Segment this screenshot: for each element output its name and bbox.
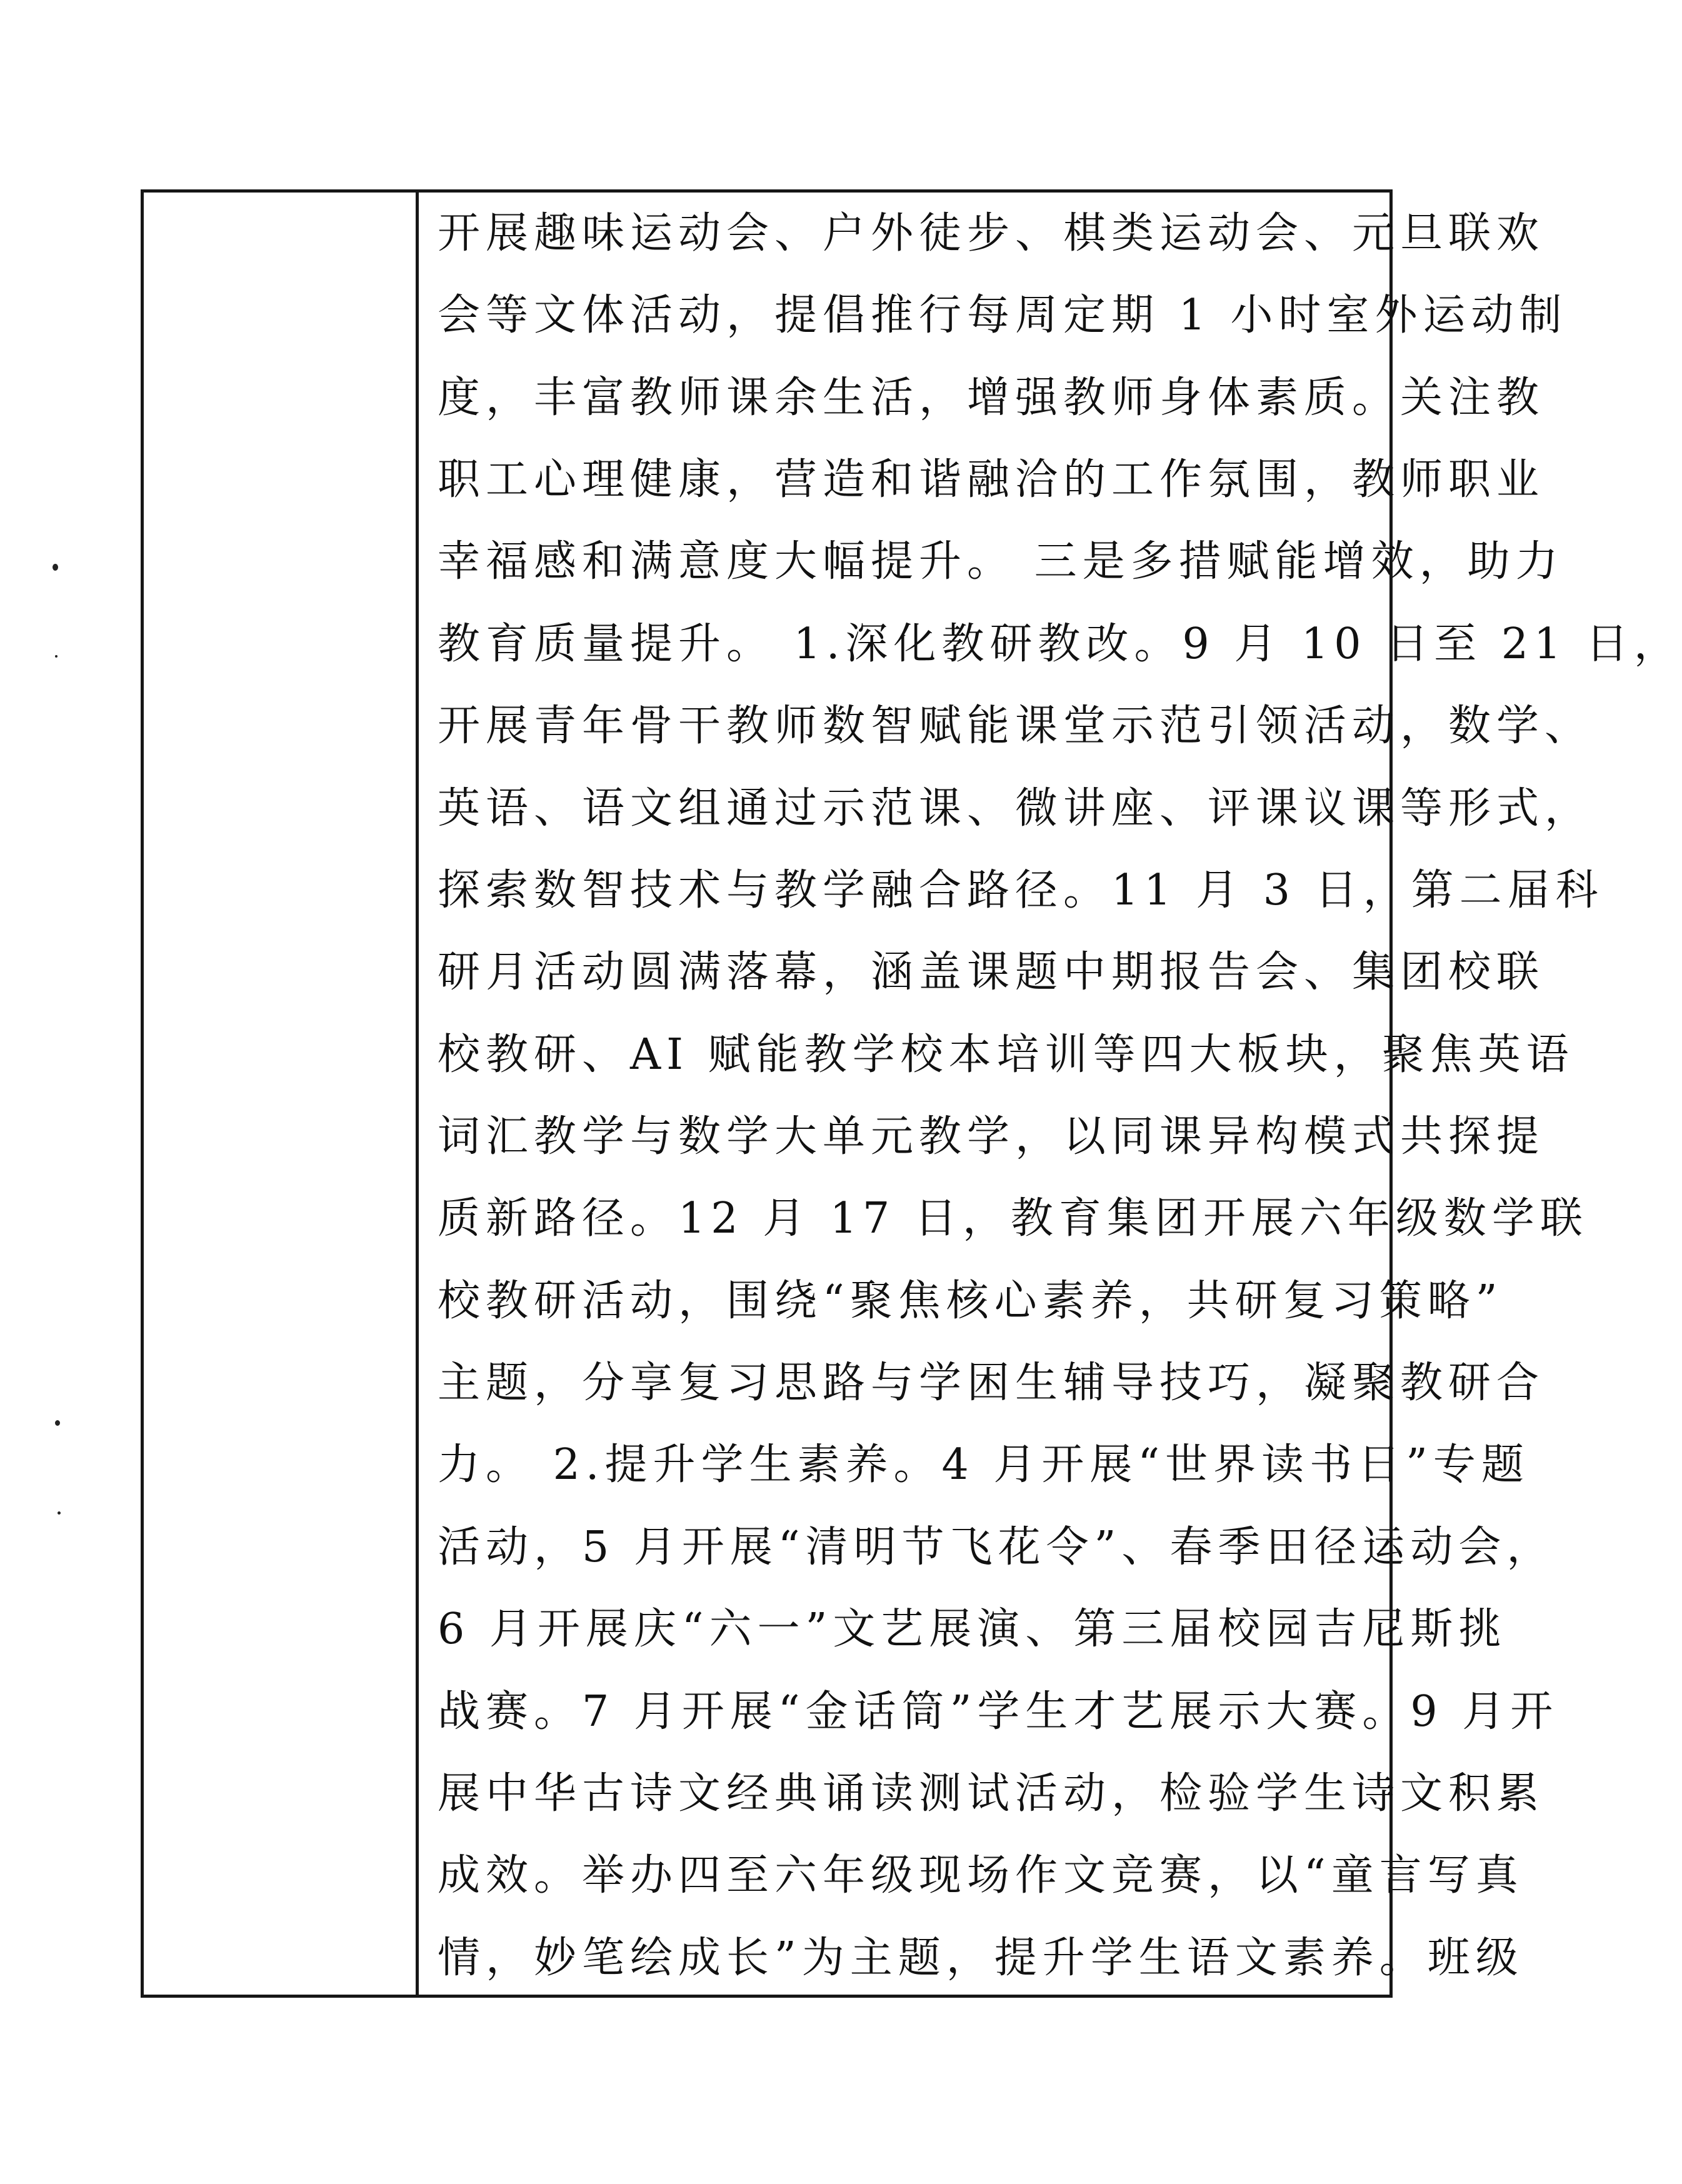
text-line: 幸福感和满意度大幅提升。 三是多措赋能增效，助力 bbox=[438, 537, 1564, 586]
text-line: 成效。举办四至六年级现场作文竞赛，以“童言写真 bbox=[438, 1851, 1524, 1900]
text-line: 6 月开展庆“六一”文艺展演、第三届校园吉尼斯挑 bbox=[438, 1605, 1507, 1654]
text-line: 度，丰富教师课余生活，增强教师身体素质。关注教 bbox=[438, 373, 1545, 423]
scan-speck-4 bbox=[58, 1511, 61, 1515]
scan-speck-1 bbox=[53, 564, 58, 571]
text-line: 职工心理健康，营造和谐融洽的工作氛围，教师职业 bbox=[438, 455, 1545, 504]
text-line: 探索数智技术与教学融合路径。11 月 3 日，第二届科 bbox=[438, 866, 1604, 915]
text-line: 战赛。7 月开展“金话筒”学生才艺展示大赛。9 月开 bbox=[438, 1687, 1559, 1736]
text-line: 会等文体活动，提倡推行每周定期 1 小时室外运动制 bbox=[438, 291, 1568, 340]
scan-speck-2 bbox=[55, 655, 58, 658]
text-line: 研月活动圆满落幕，涵盖课题中期报告会、集团校联 bbox=[438, 948, 1545, 997]
text-line: 开展趣味运动会、户外徒步、棋类运动会、元旦联欢 bbox=[438, 209, 1545, 258]
text-line: 质新路径。12 月 17 日，教育集团开展六年级数学联 bbox=[438, 1194, 1588, 1243]
table-label-cell bbox=[144, 193, 419, 1995]
text-line: 主题，分享复习思路与学困生辅导技巧，凝聚教研合 bbox=[438, 1358, 1545, 1408]
text-line: 校教研、AI 赋能教学校本培训等四大板块，聚焦英语 bbox=[438, 1030, 1574, 1079]
text-line: 开展青年骨干教师数智赋能课堂示范引领活动，数学、 bbox=[438, 701, 1593, 751]
text-line: 教育质量提升。 1.深化教研教改。9 月 10 日至 21 日， bbox=[438, 619, 1682, 669]
scan-speck-3 bbox=[55, 1420, 60, 1426]
text-line: 展中华古诗文经典诵读测试活动，检验学生诗文积累 bbox=[438, 1769, 1545, 1818]
text-line: 活动，5 月开展“清明节飞花令”、春季田径运动会， bbox=[438, 1523, 1555, 1572]
text-line: 力。 2.提升学生素养。4 月开展“世界读书日”专题 bbox=[438, 1440, 1529, 1490]
content-table bbox=[141, 189, 1682, 1998]
text-line: 英语、语文组通过示范课、微讲座、评课议课等形式， bbox=[438, 784, 1593, 833]
text-line: 词汇教学与数学大单元教学，以同课异构模式共探提 bbox=[438, 1112, 1545, 1161]
table-content-cell bbox=[419, 193, 1682, 1995]
text-line: 校教研活动，围绕“聚焦核心素养，共研复习策略” bbox=[438, 1276, 1503, 1326]
text-line: 情，妙笔绘成长”为主题，提升学生语文素养。班级 bbox=[438, 1933, 1524, 1983]
